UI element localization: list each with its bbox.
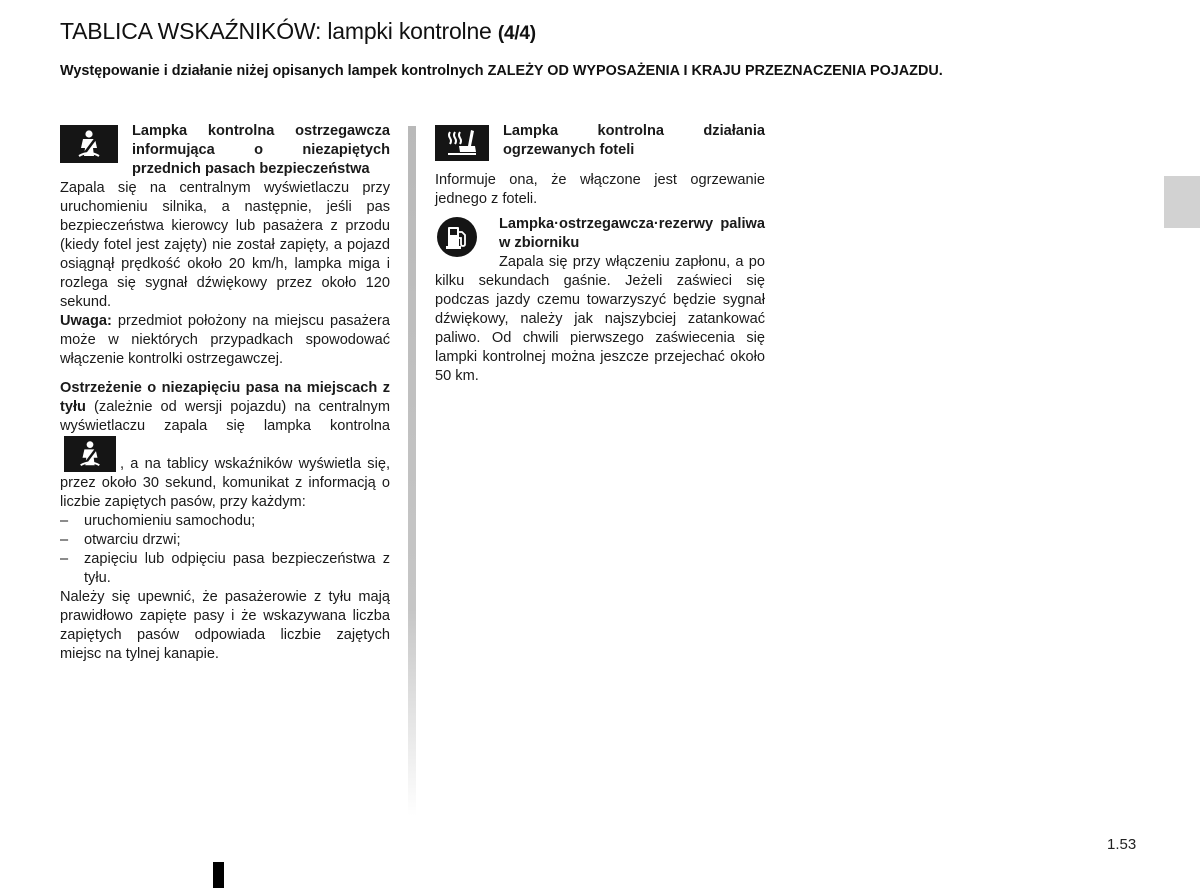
rear-belt-text2: , a na tablicy wskaźników wyświetla się, przez około 30 sekund, komunikat z informacją o liczbie zapiętych pasów, przy każdym: [60,456,390,510]
rear-belt-paragraph [60,379,390,512]
fuel-reserve-heading: Lampka·ostrzegawcza·rezerwy paliwa w zbiorniku [499,216,765,251]
page-number: 1.53 [1107,836,1137,853]
column-divider [408,126,416,816]
event-list [60,512,390,588]
left-column [60,122,390,664]
closing-paragraph: Należy się upewnić, że pasażerowie z tyłu mają prawidłowo zapięte pasy i że wskazywana liczba zapiętych pasów odpowiada liczbie zajętych miejsc na tylnej kanapie. [60,589,390,662]
fuel-reserve-text: Zapala się przy włączeniu zapłonu, a po kilku sekundach gaśnie. Jeżeli zaświeci się podczas jazdy czemu towarzyszyć będzie sygnał dźwiękowy, należy jak najszybciej zatankować paliwo. Od chwili pierwszego zaświecenia się lampki kontrolnej można jeszcze przejechać około 50 km. [435,254,765,384]
rear-belt-paren: (zależnie od wersji pojazdu) [94,399,287,415]
intro-note: Występowanie i działanie niżej opisanych lampek kontrolnych ZALEŻY OD WYPOSAŻENIA I KRAJU PRZEZNACZENIA POJAZDU. [60,63,943,79]
print-mark [213,862,224,888]
page-title [60,18,536,45]
heated-seat-heading: Lampka kontrolna działania ogrzewanych foteli [503,123,765,158]
list-item: – otwarciu drzwi; [60,531,390,550]
right-column [435,122,765,386]
note-text: przedmiot położony na miejscu pasażera może w niektórych przypadkach spowodować włączenie kontrolki ostrzegawczej. [60,313,391,367]
rear-belt-text1: na centralnym wyświetlaczu zapala się lampka kontrolna [60,399,391,434]
heated-seat-icon [435,125,489,161]
title-text: TABLICA WSKAŹNIKÓW: lampki kontrolne [60,18,492,44]
list-item: – zapięciu lub odpięciu pasa bezpieczeństwa z tyłu. [60,550,390,588]
seatbelt-icon [60,125,118,163]
list-item: – uruchomieniu samochodu; [60,512,390,531]
seatbelt-warning-heading: Lampka kontrolna ostrzegawcza informująca o niezapiętych przednich pasach bezpieczeństwa [132,123,390,177]
rear-belt-label: Ostrzeżenie o niezapięciu pasa na miejscach z tyłu [60,380,390,415]
title-part: (4/4) [497,23,536,44]
seatbelt-icon-inline [64,436,116,472]
note-label: Uwaga: [60,313,112,329]
note-paragraph [60,312,390,369]
seatbelt-description: Zapala się na centralnym wyświetlaczu przy uruchomieniu silnika, a następnie, jeśli pas bezpieczeństwa kierowcy lub pasażera z przodu (kiedy fotel jest zajęty) nie został zapięty, a pojazd osiągnął prędkość około 20 km/h, lampka miga i rozlega się sygnał dźwiękowy przez około 120 sekund. [60,180,390,310]
heated-seat-text: Informuje ona, że włączone jest ogrzewanie jednego z foteli. [435,172,765,207]
section-tab-marker [1164,176,1200,228]
fuel-pump-icon [437,217,477,257]
